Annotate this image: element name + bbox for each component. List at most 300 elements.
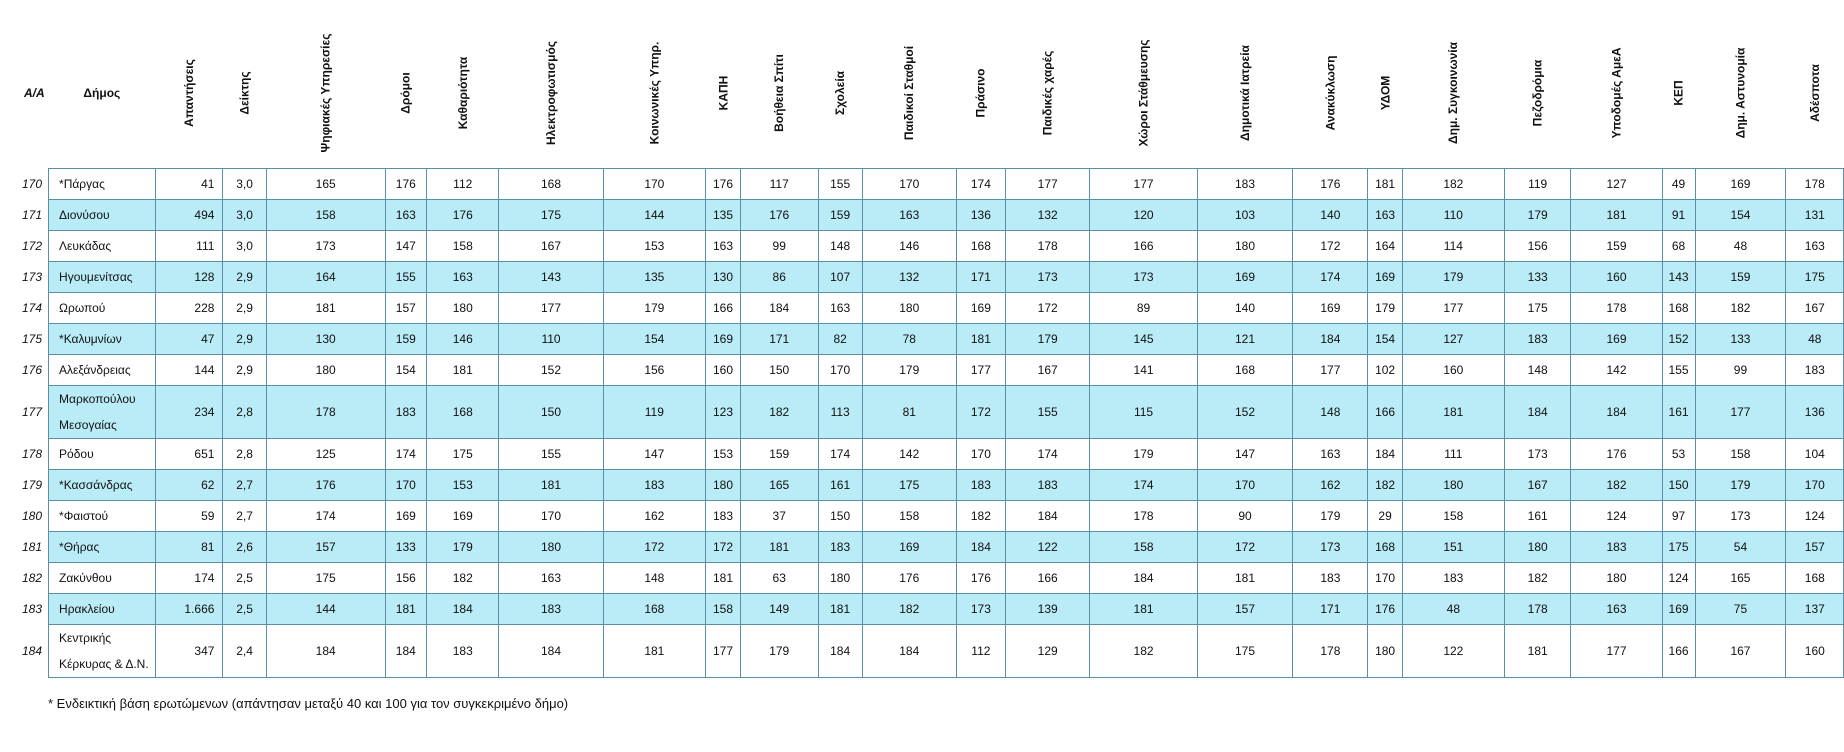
- value-cell: 136: [1786, 386, 1844, 439]
- municipality-name-line: Ζακύνθου: [59, 571, 112, 585]
- municipality-cell: [49, 439, 156, 470]
- value-cell: 49: [1662, 169, 1695, 200]
- municipality-name-line: Διονύσου: [59, 208, 110, 222]
- col-header: [1090, 18, 1197, 169]
- value-cell: 181: [499, 470, 603, 501]
- value-cell: 132: [1005, 200, 1090, 231]
- value-cell: 177: [499, 293, 603, 324]
- value-cell: 117: [740, 169, 818, 200]
- value-cell: 155: [499, 439, 603, 470]
- value-cell: 136: [956, 200, 1005, 231]
- value-cell: 133: [385, 532, 426, 563]
- value-cell: 181: [706, 563, 741, 594]
- value-cell: 180: [1504, 532, 1571, 563]
- municipality-cell: [49, 262, 156, 293]
- value-cell: 166: [1662, 625, 1695, 678]
- value-cell: 178: [1293, 625, 1368, 678]
- value-cell: 97: [1662, 501, 1695, 532]
- value-cell: 178: [1786, 169, 1844, 200]
- value-cell: 37: [740, 501, 818, 532]
- col-header: [223, 18, 266, 169]
- table-row: [10, 231, 1844, 262]
- value-cell: 115: [1090, 386, 1197, 439]
- value-cell: 176: [266, 470, 385, 501]
- value-cell: 183: [1571, 532, 1662, 563]
- value-cell: 148: [1293, 386, 1368, 439]
- value-cell: 141: [1090, 355, 1197, 386]
- value-cell: 103: [1197, 200, 1293, 231]
- value-cell: 173: [956, 594, 1005, 625]
- value-cell: 163: [499, 563, 603, 594]
- value-cell: 181: [1504, 625, 1571, 678]
- value-cell: 153: [603, 231, 706, 262]
- value-cell: 149: [740, 594, 818, 625]
- value-cell: 171: [1293, 594, 1368, 625]
- value-cell: 180: [818, 563, 862, 594]
- rank-cell: 177: [10, 386, 49, 439]
- answers-cell: 128: [155, 262, 223, 293]
- value-cell: 181: [427, 355, 499, 386]
- col-header-label: Δρόμοι: [398, 72, 413, 114]
- rank-cell: 172: [22, 239, 43, 253]
- value-cell: 182: [427, 563, 499, 594]
- value-cell: 173: [1090, 262, 1197, 293]
- col-header: [1571, 18, 1662, 169]
- value-cell: 133: [1695, 324, 1786, 355]
- value-cell: 179: [862, 355, 956, 386]
- value-cell: 169: [1695, 169, 1786, 200]
- value-cell: 177: [956, 355, 1005, 386]
- value-cell: 175: [499, 200, 603, 231]
- table-row: [10, 386, 1844, 439]
- rank-cell: 171: [10, 200, 49, 231]
- value-cell: 147: [603, 439, 706, 470]
- col-header: [1695, 18, 1786, 169]
- value-cell: 184: [1005, 501, 1090, 532]
- table-row: [10, 594, 1844, 625]
- value-cell: 81: [862, 386, 956, 439]
- value-cell: 153: [427, 470, 499, 501]
- value-cell: 183: [956, 470, 1005, 501]
- value-cell: 181: [818, 594, 862, 625]
- value-cell: 159: [385, 324, 426, 355]
- value-cell: 89: [1090, 293, 1197, 324]
- col-header: [1005, 18, 1090, 169]
- rank-cell: 173: [10, 262, 49, 293]
- value-cell: 182: [956, 501, 1005, 532]
- value-cell: 166: [1090, 231, 1197, 262]
- value-cell: 112: [956, 625, 1005, 678]
- value-cell: 104: [1786, 439, 1844, 470]
- index-cell: 2,5: [223, 563, 266, 594]
- value-cell: 162: [603, 501, 706, 532]
- value-cell: 143: [1662, 262, 1695, 293]
- col-header-label: ΥΔΟΜ: [1378, 75, 1393, 111]
- value-cell: 110: [499, 324, 603, 355]
- value-cell: 156: [603, 355, 706, 386]
- municipality-cell: [49, 324, 156, 355]
- municipality-name-line: *Θήρας: [59, 540, 100, 554]
- value-cell: 163: [1293, 439, 1368, 470]
- value-cell: 122: [1402, 625, 1504, 678]
- value-cell: 161: [1662, 386, 1695, 439]
- value-cell: 184: [427, 594, 499, 625]
- value-cell: 182: [1695, 293, 1786, 324]
- rank-cell: 175: [10, 324, 49, 355]
- municipality-name-line: Μαρκοπούλου: [59, 392, 136, 406]
- col-header-label: Πράσινο: [973, 68, 988, 118]
- value-cell: 176: [1368, 594, 1403, 625]
- value-cell: 183: [603, 470, 706, 501]
- value-cell: 181: [603, 625, 706, 678]
- col-header: [1786, 18, 1844, 169]
- value-cell: 123: [706, 386, 741, 439]
- value-cell: 155: [1662, 355, 1695, 386]
- value-cell: 168: [1368, 532, 1403, 563]
- value-cell: 169: [385, 501, 426, 532]
- value-cell: 119: [1504, 169, 1571, 200]
- value-cell: 184: [862, 625, 956, 678]
- col-header-label: Ανακύκλωση: [1323, 55, 1338, 131]
- value-cell: 179: [603, 293, 706, 324]
- value-cell: 163: [818, 293, 862, 324]
- rank-cell: 184: [22, 644, 43, 658]
- col-header-label: Βοήθεια Σπίτι: [772, 54, 787, 132]
- value-cell: 121: [1197, 324, 1293, 355]
- col-header-label: Υποδομές ΑμεΑ: [1609, 47, 1624, 139]
- rank-cell: 182: [22, 571, 43, 585]
- value-cell: 163: [862, 200, 956, 231]
- col-header: [427, 18, 499, 169]
- col-header: [155, 18, 223, 169]
- value-cell: 177: [1571, 625, 1662, 678]
- value-cell: 167: [1005, 355, 1090, 386]
- value-cell: 112: [427, 169, 499, 200]
- index-cell: 2,9: [223, 262, 266, 293]
- value-cell: 152: [499, 355, 603, 386]
- col-header-label: Δημ. Αστυνομία: [1733, 47, 1748, 139]
- value-cell: 107: [818, 262, 862, 293]
- value-cell: 140: [1293, 200, 1368, 231]
- value-cell: 176: [1293, 169, 1368, 200]
- value-cell: 154: [1368, 324, 1403, 355]
- value-cell: 182: [740, 386, 818, 439]
- value-cell: 169: [1197, 262, 1293, 293]
- value-cell: 152: [1197, 386, 1293, 439]
- value-cell: 180: [706, 470, 741, 501]
- col-header-label: Χώροι Στάθμευσης: [1136, 39, 1151, 147]
- col-header-label: Πεζοδρόμια: [1530, 59, 1545, 127]
- value-cell: 157: [385, 293, 426, 324]
- value-cell: 144: [266, 594, 385, 625]
- value-cell: 160: [1786, 625, 1844, 678]
- col-header: [266, 18, 385, 169]
- index-cell: 3,0: [223, 200, 266, 231]
- value-cell: 178: [1571, 293, 1662, 324]
- municipality-cell: [49, 470, 156, 501]
- value-cell: 140: [1197, 293, 1293, 324]
- value-cell: 181: [1368, 169, 1403, 200]
- answers-cell: 59: [155, 501, 223, 532]
- value-cell: 158: [1695, 439, 1786, 470]
- municipality-name-line: Μεσογαίας: [59, 418, 117, 432]
- value-cell: 137: [1786, 594, 1844, 625]
- answers-cell: 62: [155, 470, 223, 501]
- col-header: [603, 18, 706, 169]
- value-cell: 155: [818, 169, 862, 200]
- rankings-table: [10, 18, 1844, 678]
- value-cell: 173: [1695, 501, 1786, 532]
- value-cell: 130: [706, 262, 741, 293]
- table-row: [10, 262, 1844, 293]
- value-cell: 120: [1090, 200, 1197, 231]
- municipality-cell: [49, 169, 156, 200]
- answers-cell: 228: [155, 293, 223, 324]
- col-header: [1662, 18, 1695, 169]
- value-cell: 182: [1368, 470, 1403, 501]
- value-cell: 166: [706, 293, 741, 324]
- answers-cell: 144: [155, 355, 223, 386]
- municipality-name-line: Λευκάδας: [59, 239, 112, 253]
- value-cell: 181: [385, 594, 426, 625]
- value-cell: 155: [385, 262, 426, 293]
- value-cell: 142: [1571, 355, 1662, 386]
- value-cell: 174: [266, 501, 385, 532]
- index-cell: 3,0: [223, 169, 266, 200]
- value-cell: 170: [1368, 563, 1403, 594]
- value-cell: 174: [1005, 439, 1090, 470]
- value-cell: 175: [862, 470, 956, 501]
- col-header-label: ΚΕΠ: [1671, 80, 1686, 106]
- col-header-label: Ηλεκτροφωτισμός: [544, 40, 559, 146]
- value-cell: 124: [1786, 501, 1844, 532]
- value-cell: 127: [1402, 324, 1504, 355]
- value-cell: 181: [1090, 594, 1197, 625]
- value-cell: 144: [603, 200, 706, 231]
- value-cell: 172: [1197, 532, 1293, 563]
- answers-cell: 41: [155, 169, 223, 200]
- value-cell: 153: [706, 439, 741, 470]
- index-cell: 2,7: [223, 470, 266, 501]
- value-cell: 184: [1571, 386, 1662, 439]
- value-cell: 169: [706, 324, 741, 355]
- value-cell: 150: [1662, 470, 1695, 501]
- municipality-name-line: *Πάργας: [59, 177, 105, 191]
- municipality-name-line: Ωρωπού: [59, 301, 106, 315]
- value-cell: 183: [1786, 355, 1844, 386]
- table-row: [10, 169, 1844, 200]
- value-cell: 182: [1571, 470, 1662, 501]
- value-cell: 169: [956, 293, 1005, 324]
- value-cell: 174: [1293, 262, 1368, 293]
- value-cell: 146: [862, 231, 956, 262]
- value-cell: 172: [603, 532, 706, 563]
- value-cell: 147: [1197, 439, 1293, 470]
- value-cell: 160: [706, 355, 741, 386]
- value-cell: 180: [1197, 231, 1293, 262]
- value-cell: 156: [385, 563, 426, 594]
- col-header-municipality: Δήμος: [83, 86, 121, 100]
- value-cell: 157: [1197, 594, 1293, 625]
- value-cell: 160: [1402, 355, 1504, 386]
- index-cell: 2,9: [223, 324, 266, 355]
- value-cell: 183: [1293, 563, 1368, 594]
- value-cell: 177: [1402, 293, 1504, 324]
- value-cell: 172: [706, 532, 741, 563]
- value-cell: 159: [1571, 231, 1662, 262]
- value-cell: 178: [1005, 231, 1090, 262]
- value-cell: 169: [427, 501, 499, 532]
- value-cell: 68: [1662, 231, 1695, 262]
- value-cell: 175: [1662, 532, 1695, 563]
- value-cell: 151: [1402, 532, 1504, 563]
- col-header-label: Δείκτης: [237, 71, 252, 115]
- index-cell: 2,9: [223, 293, 266, 324]
- value-cell: 168: [1786, 563, 1844, 594]
- value-cell: 102: [1368, 355, 1403, 386]
- answers-cell: 494: [155, 200, 223, 231]
- col-header: [499, 18, 603, 169]
- value-cell: 180: [862, 293, 956, 324]
- value-cell: 152: [1662, 324, 1695, 355]
- table-row: [10, 563, 1844, 594]
- value-cell: 122: [1005, 532, 1090, 563]
- value-cell: 168: [1662, 293, 1695, 324]
- value-cell: 169: [1368, 262, 1403, 293]
- value-cell: 180: [427, 293, 499, 324]
- value-cell: 163: [1571, 594, 1662, 625]
- answers-cell: 1.666: [155, 594, 223, 625]
- rank-cell: 178: [22, 447, 43, 461]
- value-cell: 170: [385, 470, 426, 501]
- value-cell: 173: [1005, 262, 1090, 293]
- value-cell: 166: [1368, 386, 1403, 439]
- value-cell: 170: [1197, 470, 1293, 501]
- answers-cell: 347: [155, 625, 223, 678]
- value-cell: 90: [1197, 501, 1293, 532]
- col-header-label: Αδέσποτα: [1807, 64, 1822, 122]
- municipality-cell: [49, 355, 156, 386]
- value-cell: 180: [1402, 470, 1504, 501]
- value-cell: 181: [956, 324, 1005, 355]
- value-cell: 167: [1504, 470, 1571, 501]
- value-cell: 177: [1090, 169, 1197, 200]
- value-cell: 132: [862, 262, 956, 293]
- municipality-name-line: Ηγουμενίτσας: [59, 270, 133, 284]
- value-cell: 163: [706, 231, 741, 262]
- value-cell: 78: [862, 324, 956, 355]
- rank-cell: 176: [22, 363, 43, 377]
- value-cell: 177: [706, 625, 741, 678]
- value-cell: 184: [385, 625, 426, 678]
- value-cell: 181: [1571, 200, 1662, 231]
- col-header-label: Κοινωνικές Υπηρ.: [647, 41, 662, 145]
- value-cell: 158: [427, 231, 499, 262]
- col-header: [1504, 18, 1571, 169]
- value-cell: 48: [1695, 231, 1786, 262]
- value-cell: 174: [818, 439, 862, 470]
- answers-cell: 47: [155, 324, 223, 355]
- municipality-name-line: *Φαιστού: [59, 509, 109, 523]
- municipality-cell: [49, 200, 156, 231]
- value-cell: 170: [956, 439, 1005, 470]
- value-cell: 178: [1504, 594, 1571, 625]
- value-cell: 173: [1504, 439, 1571, 470]
- value-cell: 143: [499, 262, 603, 293]
- col-header: [706, 18, 741, 169]
- value-cell: 168: [956, 231, 1005, 262]
- value-cell: 63: [740, 563, 818, 594]
- value-cell: 146: [427, 324, 499, 355]
- value-cell: 110: [1402, 200, 1504, 231]
- value-cell: 176: [427, 200, 499, 231]
- rank-cell: 180: [22, 509, 43, 523]
- value-cell: 167: [499, 231, 603, 262]
- value-cell: 183: [385, 386, 426, 439]
- value-cell: 180: [1368, 625, 1403, 678]
- value-cell: 184: [1090, 563, 1197, 594]
- value-cell: 178: [266, 386, 385, 439]
- value-cell: 169: [1571, 324, 1662, 355]
- municipality-cell: [49, 625, 156, 678]
- col-header: [862, 18, 956, 169]
- municipality-name-line: Ηρακλείου: [59, 602, 115, 616]
- value-cell: 29: [1368, 501, 1403, 532]
- value-cell: 175: [266, 563, 385, 594]
- value-cell: 127: [1571, 169, 1662, 200]
- value-cell: 182: [1090, 625, 1197, 678]
- value-cell: 182: [862, 594, 956, 625]
- answers-cell: 651: [155, 439, 223, 470]
- col-header: [740, 18, 818, 169]
- col-header-label: ΚΑΠΗ: [715, 75, 730, 111]
- value-cell: 184: [266, 625, 385, 678]
- municipality-name-line: Αλεξάνδρειας: [59, 363, 131, 377]
- col-header-label: Απαντήσεις: [182, 59, 197, 127]
- value-cell: 154: [603, 324, 706, 355]
- value-cell: 158: [1090, 532, 1197, 563]
- value-cell: 179: [1368, 293, 1403, 324]
- value-cell: 156: [1504, 231, 1571, 262]
- value-cell: 165: [740, 470, 818, 501]
- value-cell: 155: [1005, 386, 1090, 439]
- index-cell: 2,9: [223, 355, 266, 386]
- value-cell: 179: [427, 532, 499, 563]
- value-cell: 139: [1005, 594, 1090, 625]
- table-row: [10, 470, 1844, 501]
- value-cell: 54: [1695, 532, 1786, 563]
- value-cell: 179: [1293, 501, 1368, 532]
- value-cell: 53: [1662, 439, 1695, 470]
- value-cell: 148: [603, 563, 706, 594]
- value-cell: 170: [1786, 470, 1844, 501]
- value-cell: 129: [1005, 625, 1090, 678]
- value-cell: 148: [1504, 355, 1571, 386]
- value-cell: 171: [740, 324, 818, 355]
- index-cell: 2,8: [223, 386, 266, 439]
- value-cell: 183: [1005, 470, 1090, 501]
- value-cell: 178: [1090, 501, 1197, 532]
- municipality-name-line: Ρόδου: [59, 447, 94, 461]
- value-cell: 175: [1786, 262, 1844, 293]
- value-cell: 176: [706, 169, 741, 200]
- value-cell: 147: [385, 231, 426, 262]
- value-cell: 162: [1293, 470, 1368, 501]
- value-cell: 82: [818, 324, 862, 355]
- value-cell: 183: [499, 594, 603, 625]
- value-cell: 168: [603, 594, 706, 625]
- table-row: [10, 439, 1844, 470]
